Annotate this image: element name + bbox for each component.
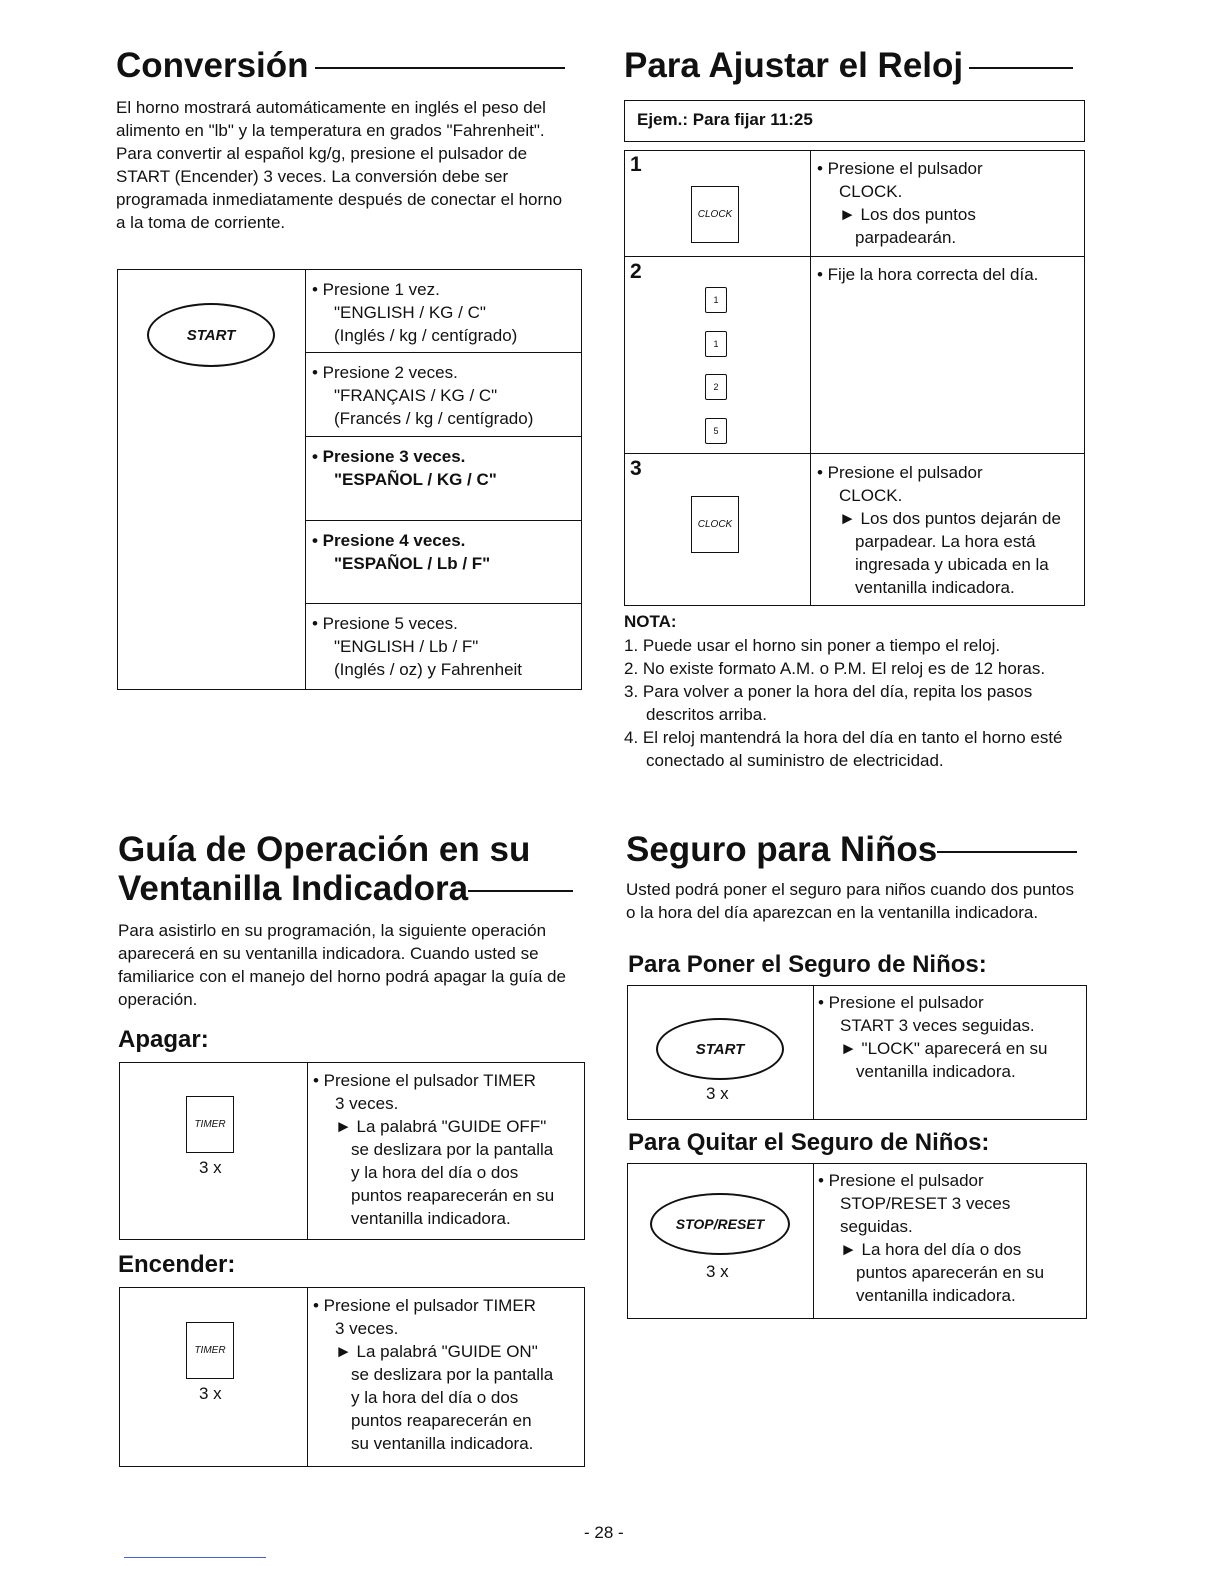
encender-times: 3 x xyxy=(199,1384,222,1403)
digit-5-key-icon: 5 xyxy=(705,418,727,444)
footer-divider xyxy=(124,1557,266,1558)
lock-title: Seguro para Niños xyxy=(626,830,1077,870)
clock-title: Para Ajustar el Reloj xyxy=(624,46,1073,86)
clock-step-3-text: • Presione el pulsador CLOCK. ► Los dos puntos dejarán de parpadear. La hora está ingresada y ubicada en la ventanilla indicadora. xyxy=(817,463,1061,597)
encender-text: • Presione el pulsador TIMER 3 veces. ► La palabrá "GUIDE ON" se deslizara por la pantalla y la hora del día o dos puntos reaparecerán en su ventanilla indicadora. xyxy=(313,1296,554,1453)
conversion-row-5: • Presione 5 veces. "ENGLISH / Lb / F" (Inglés / oz) y Fahrenheit xyxy=(312,614,523,679)
quitar-text: • Presione el pulsador STOP/RESET 3 veces seguidas. ► La hora del día o dos puntos aparecerán en su ventanilla indicadora. xyxy=(818,1171,1045,1305)
conversion-title: Conversión xyxy=(116,46,565,86)
clock-step-3-number: 3 xyxy=(630,457,642,480)
quitar-times: 3 x xyxy=(706,1262,729,1281)
conversion-row-3: • Presione 3 veces. "ESPAÑOL / KG / C" xyxy=(312,447,497,489)
start-button-icon: START xyxy=(656,1018,784,1080)
timer-key-icon: TIMER xyxy=(186,1096,234,1153)
clock-key-icon: CLOCK xyxy=(691,496,739,553)
stop-reset-button-icon: STOP/RESET xyxy=(650,1193,790,1255)
clock-step-2-number: 2 xyxy=(630,260,642,283)
clock-example: Ejem.: Para fijar 11:25 xyxy=(637,110,813,129)
apagar-text: • Presione el pulsador TIMER 3 veces. ► La palabrá "GUIDE OFF" se deslizara por la pantalla y la hora del día o dos puntos reaparecerán en su ventanilla indicadora. xyxy=(313,1071,555,1228)
digit-1-key-icon: 1 xyxy=(705,287,727,313)
poner-times: 3 x xyxy=(706,1084,729,1103)
conversion-intro: El horno mostrará automáticamente en inglés el peso del alimento en "lb" y la temperatura en grados "Fahrenheit". Para convertir al español kg/g, presione el pulsador de START (Encender) 3 veces. La conversión debe ser programada inmediatamente después de conectar el horno a la toma de corriente. xyxy=(116,98,563,232)
note-item: 4. El reloj mantendrá la hora del día en tanto el horno esté conectado al suministro de electricidad. xyxy=(624,728,1063,770)
digit-2-key-icon: 2 xyxy=(705,374,727,400)
clock-step-1-text: • Presione el pulsador CLOCK. ► Los dos puntos parpadearán. xyxy=(817,159,983,247)
apagar-title: Apagar: xyxy=(118,1026,209,1053)
clock-step-2-text: • Fije la hora correcta del día. xyxy=(817,265,1039,284)
clock-key-icon: CLOCK xyxy=(691,186,739,243)
poner-title: Para Poner el Seguro de Niños: xyxy=(628,951,987,978)
lock-intro: Usted podrá poner el seguro para niños cuando dos puntos o la hora del día aparezcan en la ventanilla indicadora. xyxy=(626,880,1074,922)
timer-key-icon: TIMER xyxy=(186,1322,234,1379)
digit-1-key-icon: 1 xyxy=(705,331,727,357)
clock-step-1-number: 1 xyxy=(630,153,642,176)
conversion-row-1: • Presione 1 vez. "ENGLISH / KG / C" (Inglés / kg / centígrado) xyxy=(312,280,518,345)
clock-notes xyxy=(624,634,1086,772)
guide-title-line-1: Guía de Operación en su xyxy=(118,830,531,869)
start-button-icon: START xyxy=(147,303,275,367)
page-number: - 28 - xyxy=(584,1523,624,1542)
encender-title: Encender: xyxy=(118,1251,236,1278)
poner-text: • Presione el pulsador START 3 veces seguidas. ► "LOCK" aparecerá en su ventanilla indicadora. xyxy=(818,993,1048,1081)
nota-label: NOTA: xyxy=(624,612,677,631)
note-item: 1. Puede usar el horno sin poner a tiempo el reloj. xyxy=(624,636,1001,655)
guide-intro: Para asistirlo en su programación, la siguiente operación aparecerá en su ventanilla indicadora. Cuando usted se familiarice con el manejo del horno podrá apagar la guía de operación. xyxy=(118,921,566,1009)
guide-title-line-2: Ventanilla Indicadora xyxy=(118,869,573,909)
conversion-row-2: • Presione 2 veces. "FRANÇAIS / KG / C" (Francés / kg / centígrado) xyxy=(312,363,534,428)
quitar-title: Para Quitar el Seguro de Niños: xyxy=(628,1129,990,1156)
note-item: 3. Para volver a poner la hora del día, repita los pasos descritos arriba. xyxy=(624,682,1033,724)
apagar-times: 3 x xyxy=(199,1158,222,1177)
conversion-row-4: • Presione 4 veces. "ESPAÑOL / Lb / F" xyxy=(312,531,491,573)
note-item: 2. No existe formato A.M. o P.M. El reloj es de 12 horas. xyxy=(624,659,1046,678)
